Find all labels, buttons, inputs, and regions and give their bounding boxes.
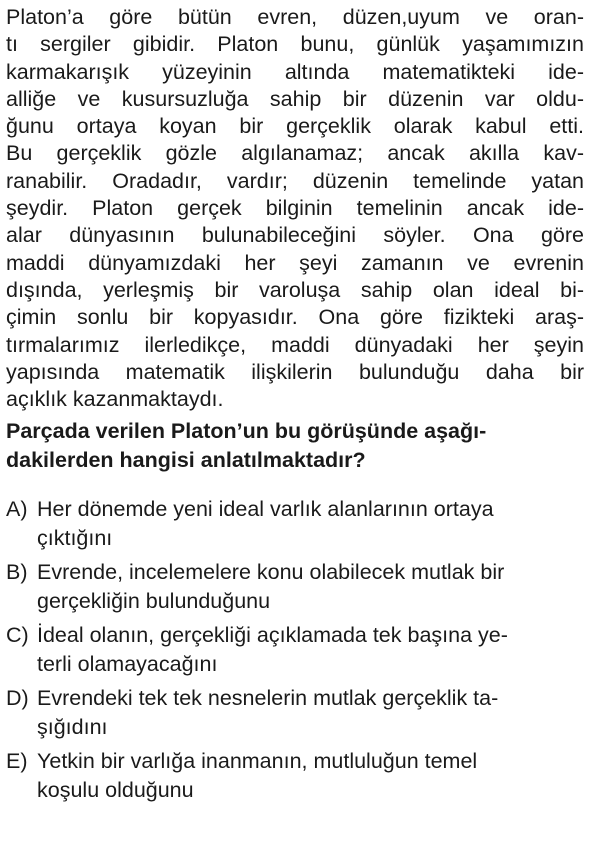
passage-line: tırmalarımız ilerledikçe, maddi dünyadaki her şeyin xyxy=(6,332,584,357)
passage-line: dışında, yerleşmiş bir varoluşa sahip olan ideal bi- xyxy=(6,277,584,302)
option-letter: A) xyxy=(6,497,28,522)
option-text: Evrende, incelemelere konu olabilecek mutlak bir xyxy=(37,560,505,585)
option-text: çıktığını xyxy=(37,526,113,551)
option-text: şığıdını xyxy=(37,715,108,740)
option-letter: C) xyxy=(6,623,29,648)
option-text: Yetkin bir varlığa inanmanın, mutluluğun temel xyxy=(37,749,478,774)
passage-line: alliğe ve kusursuzluğa sahip bir düzenin var oldu- xyxy=(6,86,584,111)
passage-line: şeydir. Platon gerçek bilginin temelinin ancak ide- xyxy=(6,196,584,221)
passage-line: alar dünyasının bulunabileceğini söyler. Ona göre xyxy=(6,223,584,248)
option-text: Evrendeki tek tek nesnelerin mutlak gerçeklik ta- xyxy=(37,686,499,711)
passage-line: Platon’a göre bütün evren, düzen,uyum ve oran- xyxy=(6,5,584,29)
option-text: terli olamayacağını xyxy=(37,652,218,677)
answer-option-a[interactable] xyxy=(6,495,584,553)
passage-line: ğunu ortaya koyan bir gerçeklik olarak kabul etti. xyxy=(6,114,584,139)
passage-line: ranabilir. Oradadır, vardır; düzenin temelinde yatan xyxy=(6,168,584,193)
question-line: Parçada verilen Platon’un bu görüşünde aşağı- xyxy=(6,419,487,444)
option-text: koşulu olduğunu xyxy=(37,778,194,803)
passage-line: Bu gerçeklik gözle algılanamaz; ancak akılla kav- xyxy=(6,141,584,166)
reading-passage xyxy=(6,4,584,413)
answer-option-e[interactable] xyxy=(6,747,584,805)
answer-options xyxy=(6,495,584,805)
passage-line: çimin sonlu bir kopyasıdır. Ona göre fizikteki araş- xyxy=(6,305,584,330)
question-stem xyxy=(6,417,584,475)
option-letter: B) xyxy=(6,560,28,585)
answer-option-b[interactable] xyxy=(6,558,584,616)
option-letter: D) xyxy=(6,686,29,711)
passage-line: açıklık kazanmaktaydı. xyxy=(6,387,224,412)
option-letter: E) xyxy=(6,749,28,774)
option-text: Her dönemde yeni ideal varlık alanlarının ortaya xyxy=(37,497,494,522)
option-text: gerçekliğin bulunduğunu xyxy=(37,589,271,614)
passage-line: karmakarışık yüzeyinin altında matematikteki ide- xyxy=(6,59,584,84)
passage-line: yapısında matematik ilişkilerin bulunduğu daha bir xyxy=(6,359,584,384)
answer-option-d[interactable] xyxy=(6,684,584,742)
answer-option-c[interactable] xyxy=(6,621,584,679)
option-text: İdeal olanın, gerçekliği açıklamada tek başına ye- xyxy=(37,623,508,648)
passage-line: tı sergiler gibidir. Platon bunu, günlük yaşamımızın xyxy=(6,32,584,57)
passage-line: maddi dünyamızdaki her şeyi zamanın ve evrenin xyxy=(6,250,584,275)
question-line: dakilerden hangisi anlatılmaktadır? xyxy=(6,448,366,473)
